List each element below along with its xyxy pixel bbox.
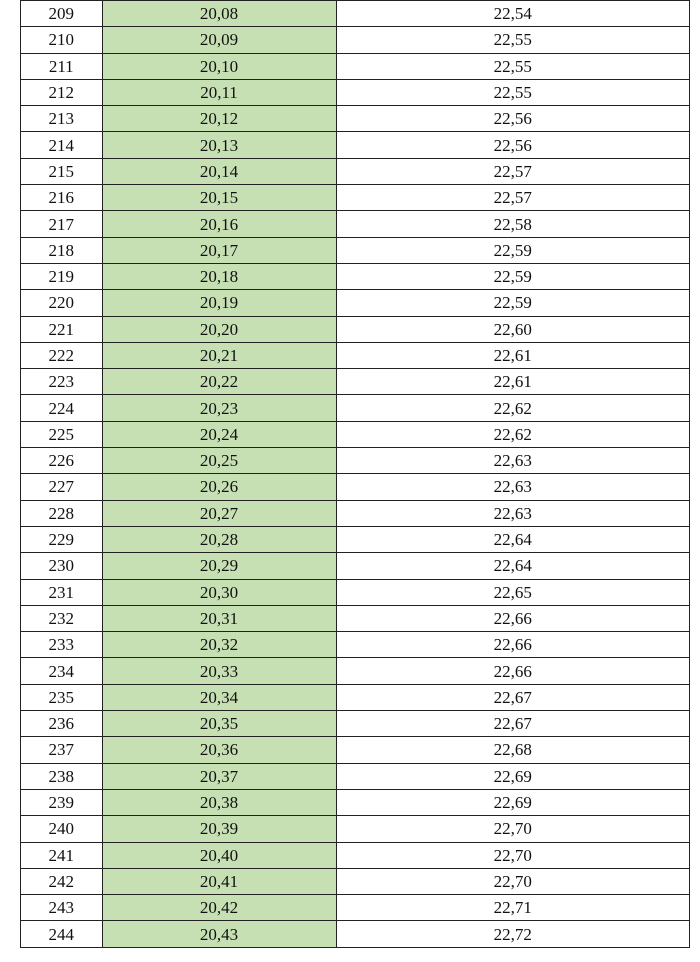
- table-row: [21, 369, 689, 395]
- value-a-cell: 20,25: [102, 448, 336, 474]
- value-b-cell: 22,59: [336, 290, 689, 316]
- value-a-cell: 20,35: [102, 711, 336, 737]
- row-index-cell: 240: [21, 816, 102, 842]
- value-b-cell: 22,72: [336, 921, 689, 947]
- row-index-cell: 211: [21, 53, 102, 79]
- value-b-cell: 22,66: [336, 605, 689, 631]
- value-a-cell: 20,36: [102, 737, 336, 763]
- value-a-cell: 20,21: [102, 342, 336, 368]
- row-index-cell: 216: [21, 185, 102, 211]
- value-b-cell: 22,69: [336, 763, 689, 789]
- value-b-cell: 22,55: [336, 79, 689, 105]
- value-b-cell: 22,68: [336, 737, 689, 763]
- table-row: [21, 79, 689, 105]
- value-a-cell: 20,10: [102, 53, 336, 79]
- row-index-cell: 226: [21, 448, 102, 474]
- table-row: [21, 27, 689, 53]
- row-index-cell: 230: [21, 553, 102, 579]
- value-a-cell: 20,18: [102, 263, 336, 289]
- value-a-cell: 20,22: [102, 369, 336, 395]
- value-b-cell: 22,56: [336, 106, 689, 132]
- row-index-cell: 242: [21, 868, 102, 894]
- value-b-cell: 22,62: [336, 421, 689, 447]
- value-a-cell: 20,41: [102, 868, 336, 894]
- row-index-cell: 222: [21, 342, 102, 368]
- value-a-cell: 20,13: [102, 132, 336, 158]
- value-b-cell: 22,67: [336, 711, 689, 737]
- value-b-cell: 22,55: [336, 53, 689, 79]
- value-b-cell: 22,67: [336, 684, 689, 710]
- row-index-cell: 234: [21, 658, 102, 684]
- table-row: [21, 711, 689, 737]
- value-b-cell: 22,70: [336, 842, 689, 868]
- row-index-cell: 225: [21, 421, 102, 447]
- value-b-cell: 22,61: [336, 342, 689, 368]
- value-a-cell: 20,40: [102, 842, 336, 868]
- row-index-cell: 224: [21, 395, 102, 421]
- row-index-cell: 237: [21, 737, 102, 763]
- table-row: [21, 763, 689, 789]
- value-a-cell: 20,31: [102, 605, 336, 631]
- value-a-cell: 20,15: [102, 185, 336, 211]
- row-index-cell: 231: [21, 579, 102, 605]
- value-b-cell: 22,64: [336, 526, 689, 552]
- value-a-cell: 20,33: [102, 658, 336, 684]
- table-row: [21, 789, 689, 815]
- value-b-cell: 22,59: [336, 237, 689, 263]
- table-row: [21, 684, 689, 710]
- row-index-cell: 238: [21, 763, 102, 789]
- value-a-cell: 20,12: [102, 106, 336, 132]
- row-index-cell: 227: [21, 474, 102, 500]
- value-b-cell: 22,60: [336, 316, 689, 342]
- table-row: [21, 895, 689, 921]
- value-b-cell: 22,63: [336, 474, 689, 500]
- row-index-cell: 235: [21, 684, 102, 710]
- table-row: [21, 342, 689, 368]
- table-row: [21, 737, 689, 763]
- table-row: [21, 106, 689, 132]
- value-a-cell: 20,19: [102, 290, 336, 316]
- data-table-container: [20, 0, 690, 948]
- value-a-cell: 20,24: [102, 421, 336, 447]
- value-a-cell: 20,32: [102, 632, 336, 658]
- row-index-cell: 212: [21, 79, 102, 105]
- value-a-cell: 20,42: [102, 895, 336, 921]
- data-table: [21, 0, 689, 947]
- value-b-cell: 22,70: [336, 816, 689, 842]
- value-b-cell: 22,69: [336, 789, 689, 815]
- value-a-cell: 20,08: [102, 1, 336, 27]
- table-row: [21, 185, 689, 211]
- value-b-cell: 22,57: [336, 185, 689, 211]
- table-body: [21, 1, 689, 947]
- value-b-cell: 22,66: [336, 632, 689, 658]
- row-index-cell: 244: [21, 921, 102, 947]
- value-b-cell: 22,54: [336, 1, 689, 27]
- value-b-cell: 22,59: [336, 263, 689, 289]
- row-index-cell: 233: [21, 632, 102, 658]
- row-index-cell: 217: [21, 211, 102, 237]
- table-row: [21, 448, 689, 474]
- value-b-cell: 22,63: [336, 500, 689, 526]
- table-row: [21, 579, 689, 605]
- value-b-cell: 22,64: [336, 553, 689, 579]
- value-b-cell: 22,55: [336, 27, 689, 53]
- value-a-cell: 20,43: [102, 921, 336, 947]
- table-row: [21, 605, 689, 631]
- value-a-cell: 20,23: [102, 395, 336, 421]
- row-index-cell: 218: [21, 237, 102, 263]
- table-row: [21, 53, 689, 79]
- table-row: [21, 816, 689, 842]
- table-row: [21, 632, 689, 658]
- table-row: [21, 868, 689, 894]
- table-row: [21, 553, 689, 579]
- value-b-cell: 22,65: [336, 579, 689, 605]
- row-index-cell: 213: [21, 106, 102, 132]
- value-b-cell: 22,70: [336, 868, 689, 894]
- row-index-cell: 209: [21, 1, 102, 27]
- table-row: [21, 474, 689, 500]
- row-index-cell: 215: [21, 158, 102, 184]
- value-b-cell: 22,57: [336, 158, 689, 184]
- row-index-cell: 239: [21, 789, 102, 815]
- row-index-cell: 236: [21, 711, 102, 737]
- table-row: [21, 842, 689, 868]
- table-row: [21, 526, 689, 552]
- value-a-cell: 20,26: [102, 474, 336, 500]
- table-row: [21, 132, 689, 158]
- value-a-cell: 20,37: [102, 763, 336, 789]
- value-a-cell: 20,29: [102, 553, 336, 579]
- row-index-cell: 223: [21, 369, 102, 395]
- value-a-cell: 20,14: [102, 158, 336, 184]
- value-a-cell: 20,34: [102, 684, 336, 710]
- row-index-cell: 241: [21, 842, 102, 868]
- value-a-cell: 20,38: [102, 789, 336, 815]
- table-row: [21, 658, 689, 684]
- table-row: [21, 237, 689, 263]
- value-b-cell: 22,61: [336, 369, 689, 395]
- table-row: [21, 395, 689, 421]
- table-row: [21, 1, 689, 27]
- table-row: [21, 290, 689, 316]
- row-index-cell: 220: [21, 290, 102, 316]
- value-a-cell: 20,39: [102, 816, 336, 842]
- table-row: [21, 211, 689, 237]
- table-row: [21, 921, 689, 947]
- row-index-cell: 229: [21, 526, 102, 552]
- value-b-cell: 22,66: [336, 658, 689, 684]
- table-row: [21, 158, 689, 184]
- value-b-cell: 22,71: [336, 895, 689, 921]
- value-b-cell: 22,63: [336, 448, 689, 474]
- table-row: [21, 500, 689, 526]
- table-row: [21, 316, 689, 342]
- value-a-cell: 20,11: [102, 79, 336, 105]
- row-index-cell: 243: [21, 895, 102, 921]
- row-index-cell: 221: [21, 316, 102, 342]
- value-b-cell: 22,58: [336, 211, 689, 237]
- table-row: [21, 421, 689, 447]
- table-row: [21, 263, 689, 289]
- value-b-cell: 22,56: [336, 132, 689, 158]
- row-index-cell: 228: [21, 500, 102, 526]
- row-index-cell: 214: [21, 132, 102, 158]
- row-index-cell: 210: [21, 27, 102, 53]
- value-a-cell: 20,20: [102, 316, 336, 342]
- value-a-cell: 20,27: [102, 500, 336, 526]
- row-index-cell: 219: [21, 263, 102, 289]
- value-a-cell: 20,17: [102, 237, 336, 263]
- value-a-cell: 20,16: [102, 211, 336, 237]
- value-b-cell: 22,62: [336, 395, 689, 421]
- value-a-cell: 20,28: [102, 526, 336, 552]
- value-a-cell: 20,30: [102, 579, 336, 605]
- row-index-cell: 232: [21, 605, 102, 631]
- value-a-cell: 20,09: [102, 27, 336, 53]
